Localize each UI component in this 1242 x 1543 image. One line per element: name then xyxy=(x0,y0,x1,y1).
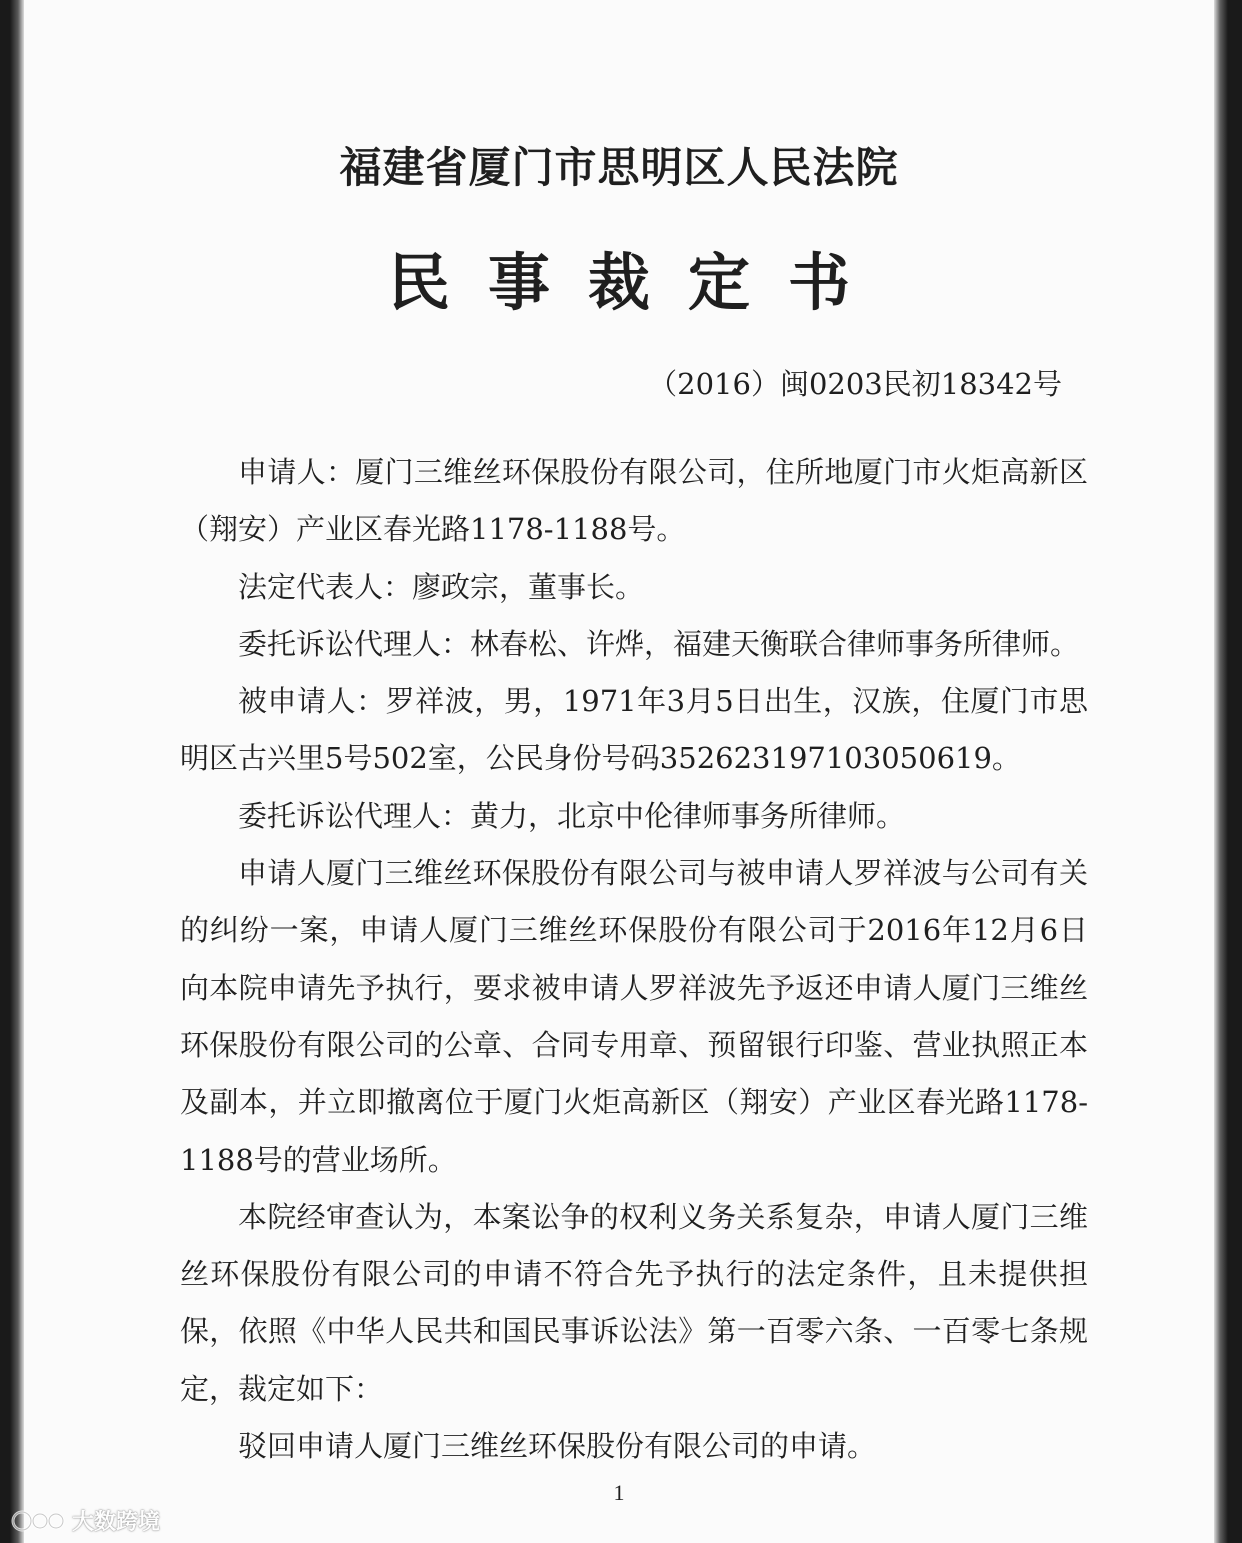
court-name: 福建省厦门市思明区人民法院 xyxy=(339,143,899,192)
watermark-text: 大数跨境 xyxy=(72,1510,161,1535)
paragraph-case-facts: 申请人厦门三维丝环保股份有限公司与被申请人罗祥波与公司有关的纠纷一案，申请人厦门三维丝环保股份有限公司于2016年12月6日向本院申请先予执行，要求被申请人罗祥波先予返还申请人厦门三维丝环保股份有限公司的公章、合同专用章、预留银行印鉴、营业执照正本及副本，并立即撤离位于厦门火炬高新区（翔安）产业区春光路1178-1188号的营业场所。 xyxy=(180,856,1088,1177)
paragraph-court-reasoning: 本院经审查认为，本案讼争的权利义务关系复杂，申请人厦门三维丝环保股份有限公司的申请不符合先予执行的法定条件，且未提供担保，依照《中华人民共和国民事诉讼法》第一百零六条、一百零七条规定，裁定如下： xyxy=(180,1199,1088,1406)
document-body xyxy=(180,444,1088,1475)
watermark xyxy=(10,1505,160,1536)
document-sheet xyxy=(24,0,1214,1543)
paragraph-respondent: 被申请人：罗祥波，男，1971年3月5日出生，汉族，住厦门市思明区古兴里5号502室，公民身份号码352623197103050619。 xyxy=(180,684,1088,776)
watermark-logo-icon xyxy=(10,1507,66,1535)
case-number: （2016）闽0203民初18342号 xyxy=(648,367,1062,401)
scan-border-left xyxy=(0,0,24,1543)
paragraph-ruling: 驳回申请人厦门三维丝环保股份有限公司的申请。 xyxy=(238,1429,877,1464)
paragraph-respondent-agent: 委托诉讼代理人：黄力，北京中伦律师事务所律师。 xyxy=(238,798,906,833)
page-number: 1 xyxy=(613,1480,625,1505)
document-title: 民事裁定书 xyxy=(387,246,888,319)
paragraph-applicant-agent: 委托诉讼代理人：林春松、许烨，福建天衡联合律师事务所律师。 xyxy=(238,626,1080,661)
scan-border-right xyxy=(1214,0,1242,1543)
paragraph-applicant: 申请人：厦门三维丝环保股份有限公司，住所地厦门市火炬高新区（翔安）产业区春光路1178-1188号。 xyxy=(180,455,1088,547)
paragraph-legal-representative: 法定代表人：廖政宗，董事长。 xyxy=(238,569,645,604)
